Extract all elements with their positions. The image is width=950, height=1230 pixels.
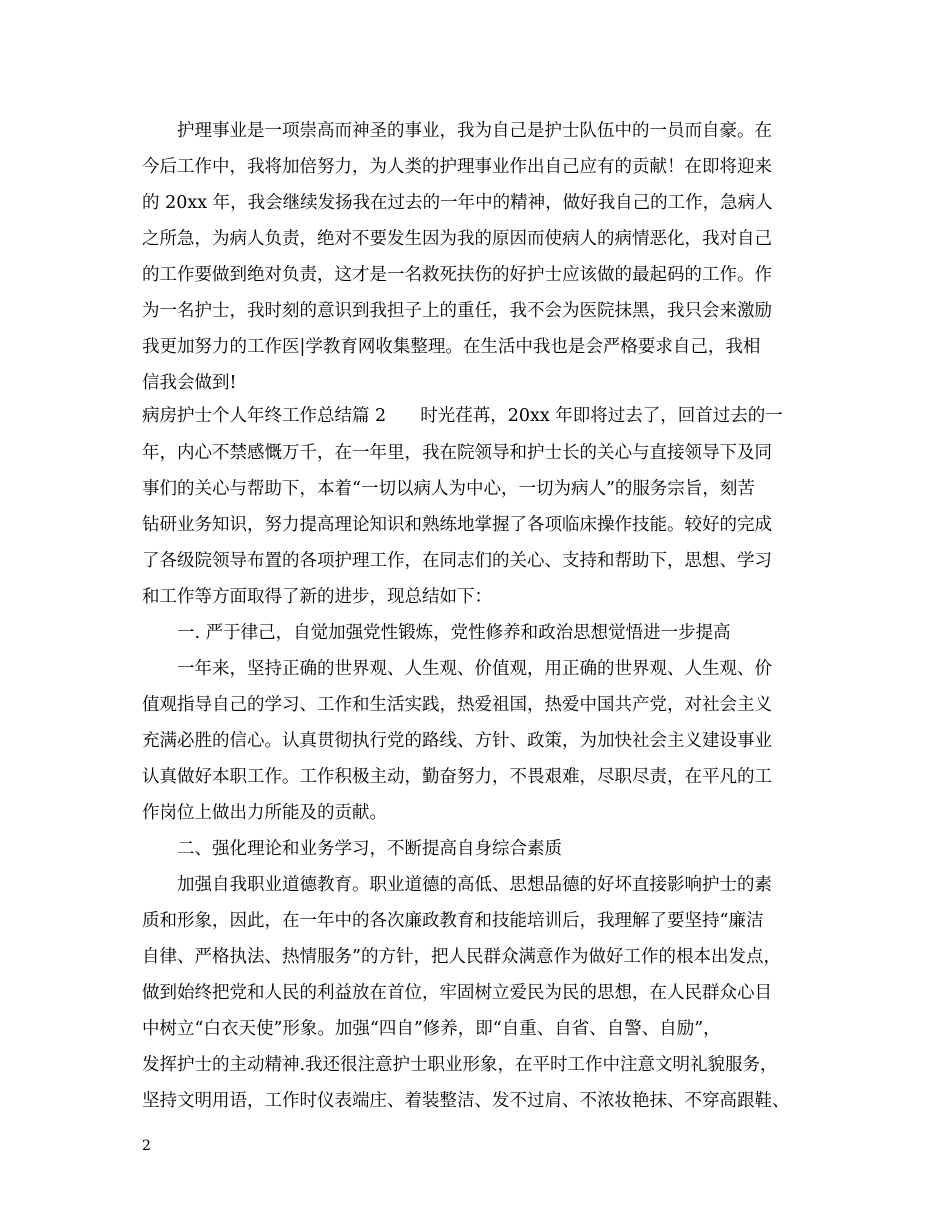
text-line: 我更加努力的工作医|学教育网收集整理。在生活中我也是会严格要求自己，我相 bbox=[142, 337, 761, 357]
text-line: 护理事业是一项崇高而神圣的事业，我为自己是护士队伍中的一员而自豪。在 bbox=[177, 121, 772, 141]
text-line: 钻研业务知识，努力提高理论知识和熟练地掌握了各项临床操作技能。较好的完成 bbox=[142, 515, 772, 535]
text-line: 发挥护士的主动精神.我还很注意护士职业形象，在平时工作中注意文明礼貌服务， bbox=[142, 1055, 778, 1075]
text-line: 事们的关心与帮助下，本着“一切以病人为中心，一切为病人”的服务宗旨，刻苦 bbox=[142, 479, 755, 499]
text-line: 做到始终把党和人民的利益放在首位，牢固树立爱民为民的思想，在人民群众心目 bbox=[142, 983, 772, 1003]
text-line: 坚持文明用语，工作时仪表端庄、着装整洁、发不过肩、不浓妆艳抹、不穿高跟鞋、 bbox=[142, 1091, 790, 1111]
text-line: 中树立“白衣天使”形象。加强“四自”修养，即“自重、自省、自警、自励”， bbox=[142, 1019, 721, 1039]
text-line: 和工作等方面取得了新的进步，现总结如下： bbox=[142, 587, 492, 607]
subheading-line: 二、强化理论和业务学习，不断提高自身综合素质 bbox=[177, 839, 562, 859]
text-line: 的 20xx 年，我会继续发扬我在过去的一年中的精神，做好我自己的工作，急病人 bbox=[142, 193, 773, 213]
section-title: 病房护士个人年终工作总结篇 2 bbox=[142, 406, 387, 426]
text-line: 了各级院领导布置的各项护理工作，在同志们的关心、支持和帮助下，思想、学习 bbox=[142, 551, 772, 571]
text-line: 今后工作中，我将加倍努力，为人类的护理事业作出自己应有的贡献！在即将迎来 bbox=[142, 157, 772, 177]
text-line: 质和形象，因此，在一年中的各次廉政教育和技能培训后，我理解了要坚持“廉洁 bbox=[142, 911, 764, 931]
text-line: 作岗位上做出力所能及的贡献。 bbox=[142, 803, 387, 823]
text-line: 一年来，坚持正确的世界观、人生观、价值观，用正确的世界观、人生观、价 bbox=[177, 659, 772, 679]
section-intro-text: 时光荏苒，20xx 年即将过去了，回首过去的一 bbox=[420, 406, 783, 426]
subheading-line: 一. 严于律己，自觉加强党性锻炼，党性修养和政治思想觉悟进一步提高 bbox=[177, 623, 731, 643]
text-line: 之所急，为病人负责，绝对不要发生因为我的原因而使病人的病情恶化，我对自己 bbox=[142, 229, 772, 249]
text-line: 的工作要做到绝对负责，这才是一名救死扶伤的好护士应该做的最起码的工作。作 bbox=[142, 265, 772, 285]
text-line: 值观指导自己的学习、工作和生活实践，热爱祖国，热爱中国共产党，对社会主义 bbox=[142, 695, 772, 715]
text-line: 充满必胜的信心。认真贯彻执行党的路线、方针、政策，为加快社会主义建设事业 bbox=[142, 731, 772, 751]
text-line: 认真做好本职工作。工作积极主动，勤奋努力，不畏艰难，尽职尽责，在平凡的工 bbox=[142, 767, 772, 787]
text-line: 信我会做到! bbox=[142, 373, 237, 393]
section-heading-line bbox=[142, 404, 822, 428]
page-number: 2 bbox=[142, 1138, 151, 1154]
text-line: 为一名护士，我时刻的意识到我担子上的重任，我不会为医院抹黑，我只会来激励 bbox=[142, 301, 772, 321]
text-line: 加强自我职业道德教育。职业道德的高低、思想品德的好坏直接影响护士的素 bbox=[177, 875, 772, 895]
text-line: 年，内心不禁感慨万千，在一年里，我在院领导和护士长的关心与直接领导下及同 bbox=[142, 443, 772, 463]
text-line: 自律、严格执法、热情服务”的方针，把人民群众满意作为做好工作的根本出发点， bbox=[142, 947, 781, 967]
